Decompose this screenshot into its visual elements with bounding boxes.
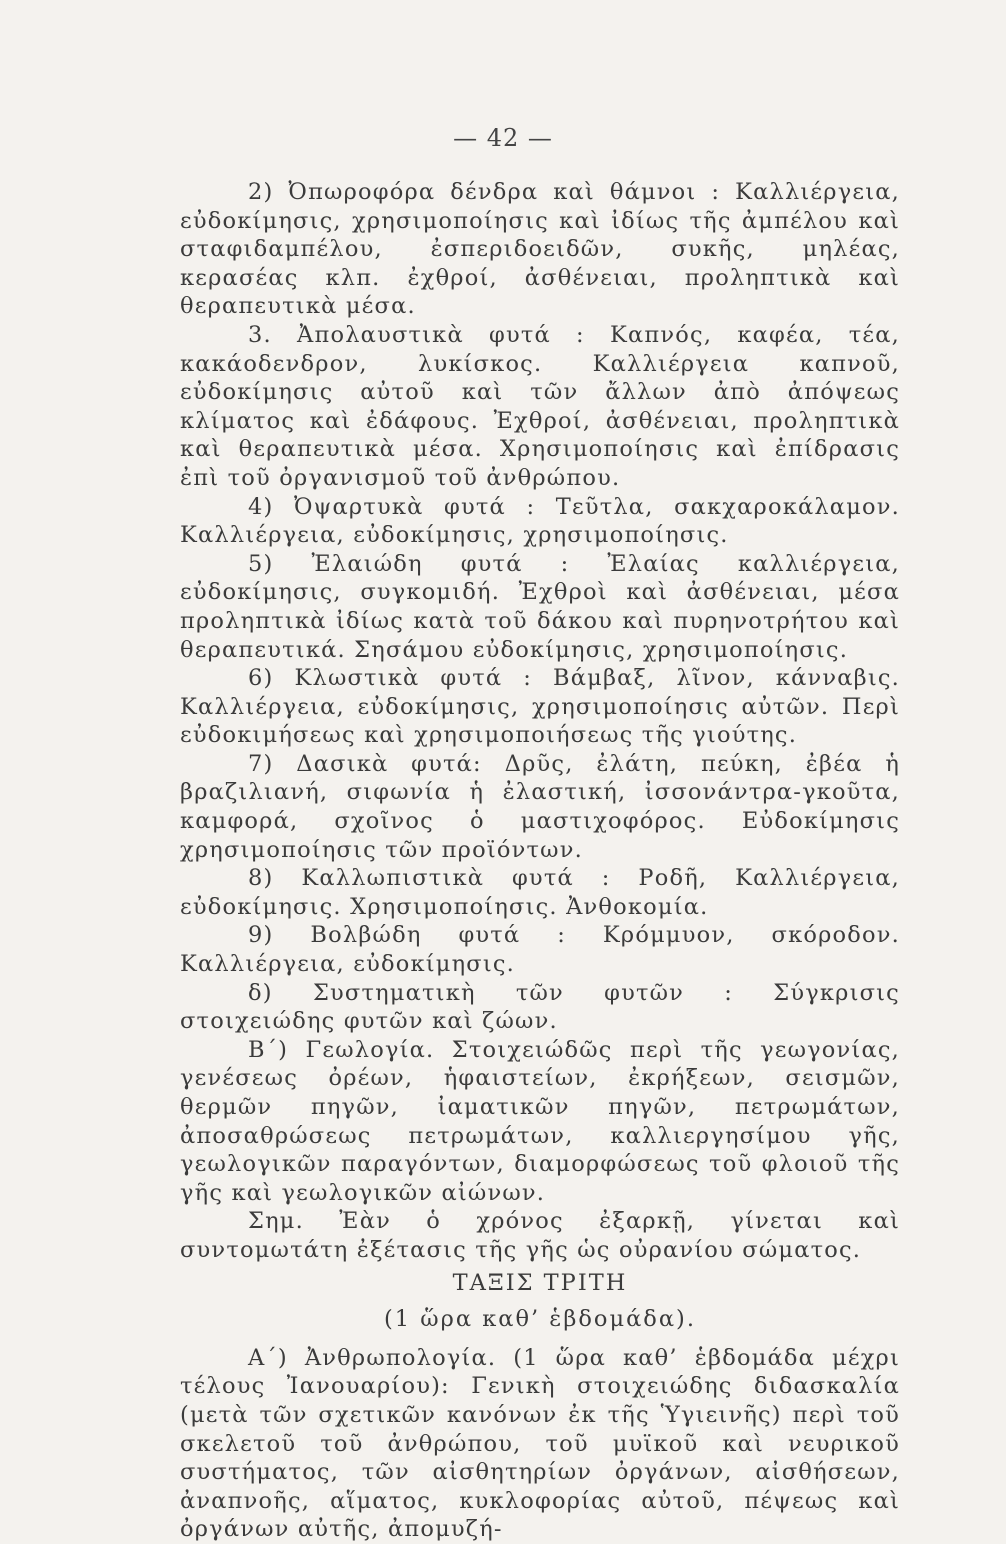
page-body [180,178,900,1544]
paragraph-ornamental-plants: 8) Καλλωπιστικὰ φυτά : Ροδῆ, Καλλιέργεια, εὐδοκίμησις. Χρησιμοποίησις. Ἀνθοκομία. [180,865,900,920]
paragraph-anthropology: Α΄) Ἀνθρωπολογία. (1 ὥρα καθ’ ἑβδομάδα μέχρι τέλους Ἰανουαρίου): Γενικὴ στοιχειώδης διδασκαλία (μετὰ τῶν σχετικῶν κανόνων ἐκ τῆς Ὑγιεινῆς) περὶ τοῦ σκελετοῦ τοῦ ἀνθρώπου, τοῦ μυϊκοῦ καὶ νευρικοῦ συστήματος, τῶν αἰσθητηρίων ὀργάνων, αἰσθήσεων, ἀναπνοῆς, αἵματος, κυκλοφορίας αὐτοῦ, πέψεως καὶ ὀργάνων αὐτῆς, ἀπομυζή- [180,1344,900,1543]
paragraph-fruit-trees: 2) Ὀπωροφόρα δένδρα καὶ θάμνοι : Καλλιέργεια, εὐδοκίμησις, χρησιμοποίησις καὶ ἰδίως τῆς ἀμπέλου καὶ σταφιδαμπέλου, ἐσπεριδοειδῶν, συκῆς, μηλέας, κερασέας κλπ. ἐχθροί, ἀσθένειαι, προληπτικὰ καὶ θεραπευτικὰ μέσα. [180,179,900,320]
paragraph-geology: Β΄) Γεωλογία. Στοιχειώδῶς περὶ τῆς γεωγονίας, γενέσεως ὀρέων, ἡφαιστείων, ἐκρήξεων, σεισμῶν, θερμῶν πηγῶν, ἰαματικῶν πηγῶν, πετρωμάτων, ἀποσαθρώσεως πετρωμάτων, καλλιεργησίμου γῆς, γεωλογικῶν παραγόντων, διαμορφώσεως τοῦ φλοιοῦ τῆς γῆς καὶ γεωλογικῶν αἰώνων. [180,1036,900,1206]
paragraph-pleasure-plants: 3. Ἀπολαυστικὰ φυτά : Καπνός, καφέα, τέα, κακάοδενδρον, λυκίσκος. Καλλιέργεια καπνοῦ, εὐδοκίμησις αὐτοῦ καὶ τῶν ἄλλων ἀπὸ ἀπόψεως κλίματος καὶ ἐδάφους. Ἐχθροί, ἀσθένειαι, προληπτικὰ καὶ θεραπευτικὰ μέσα. Χρησιμοποίησις καὶ ἐπίδρασις ἐπὶ τοῦ ὀργανισμοῦ τοῦ ἀνθρώπου. [180,321,900,491]
paragraph-fiber-plants: 6) Κλωστικὰ φυτά : Βάμβαξ, λῖνον, κάνναβις. Καλλιέργεια, εὐδοκίμησις, χρησιμοποίησις αὐτῶν. Περὶ εὐδοκιμήσεως καὶ χρησιμοποιήσεως τῆς γιούτης. [180,665,900,749]
paragraph-note: Σημ. Ἐὰν ὁ χρόνος ἐξαρκῇ, γίνεται καὶ συντομωτάτη ἐξέτασις τῆς γῆς ὡς οὐρανίου σώματος. [180,1208,900,1263]
paragraph-oil-plants: 5) Ἐλαιώδη φυτά : Ἐλαίας καλλιέργεια, εὐδοκίμησις, συγκομιδή. Ἐχθροὶ καὶ ἀσθένειαι, μέσα προληπτικὰ ἰδίως κατὰ τοῦ δάκου καὶ πυρηνοτρήτου καὶ θεραπευτικά. Σησάμου εὐδοκίμησις, χρησιμοποίησις. [180,550,900,663]
section-subheading: (1 ὥρα καθ’ ἑβδομάδα). [384,1306,696,1333]
paragraph-forest-plants: 7) Δασικὰ φυτά: Δρῦς, ἐλάτη, πεύκη, ἐβέα ἡ βραζιλιανή, σιφωνία ἡ ἐλαστική, ἰσσονάντρα-γκοῦτα, καμφορά, σχοῖνος ὁ μαστιχοφόρος. Εὐδοκίμησις χρησιμοποίησις τῶν προϊόντων. [180,750,900,863]
paragraph-bulb-plants: 9) Βολβώδη φυτά : Κρόμμυον, σκόροδον. Καλλιέργεια, εὐδοκίμησις. [180,922,900,978]
section-heading: ΤΑΞΙΣ ΤΡΙΤΗ [452,1269,628,1296]
page-number: — 42 — [453,124,553,152]
paragraph-systematics: δ) Συστηματικὴ τῶν φυτῶν : Σύγκρισις στοιχειώδης φυτῶν καὶ ζώων. [180,979,900,1035]
paragraph-culinary-plants: 4) Ὀψαρτυκὰ φυτά : Τεῦτλα, σακχαροκάλαμον. Καλλιέργεια, εὐδοκίμησις, χρησιμοποίησις. [180,493,900,549]
